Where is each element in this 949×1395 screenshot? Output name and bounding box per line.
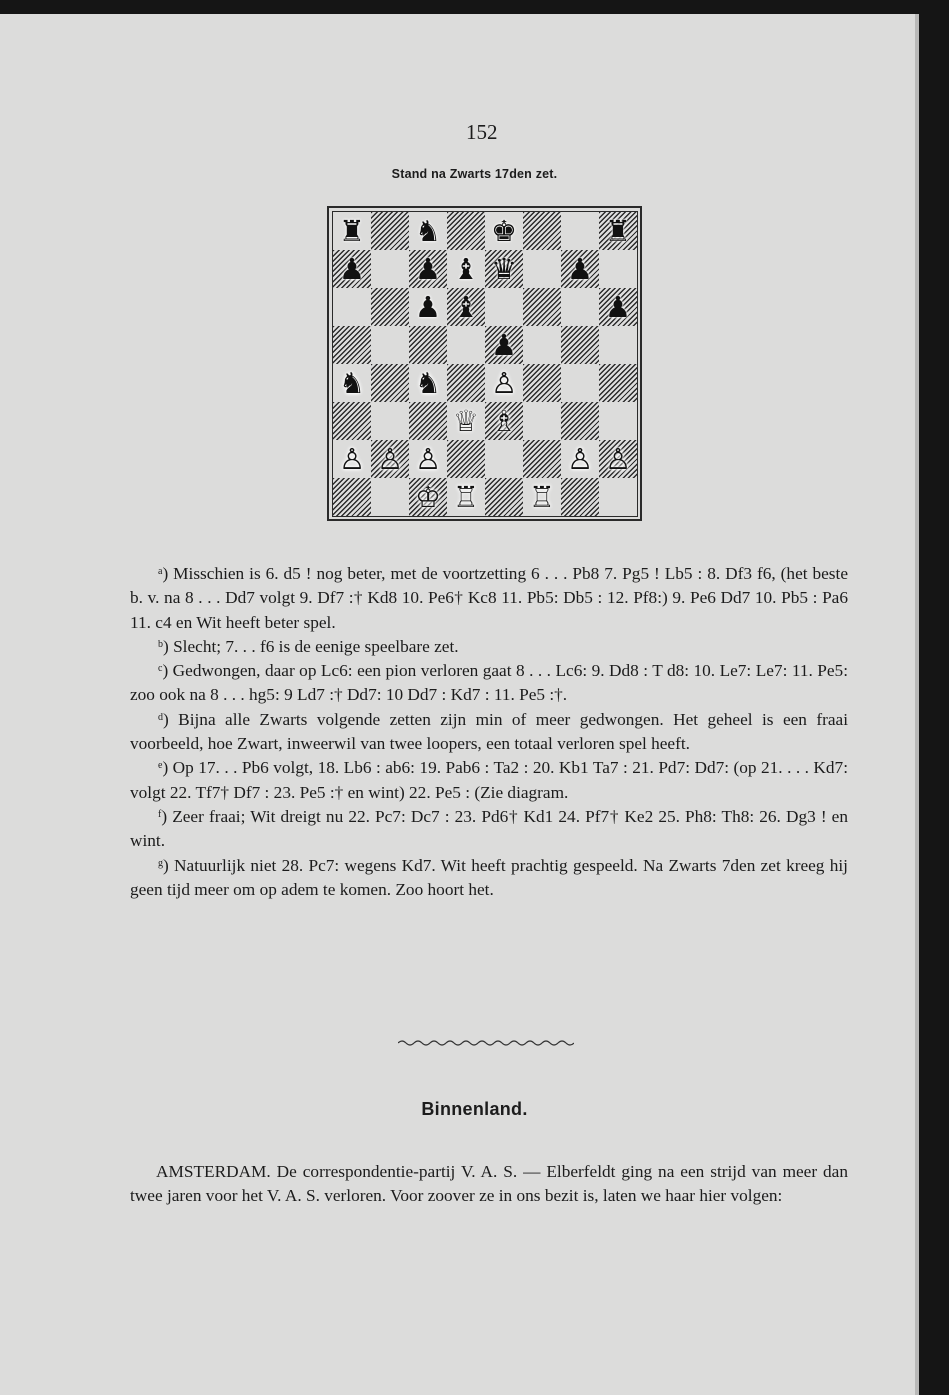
note-text: ) Bijna alle Zwarts volgende zetten zijn min of meer gedwongen. Het geheel is een fraai voorbeeld, hoe Zwart, inweerwil van twee loopers, een totaal verloren spel heeft.	[130, 709, 848, 754]
black-piece-e7: ♛	[491, 252, 517, 286]
note-text: ) Misschien is 6. d5 ! nog beter, met de voortzetting 6 . . . Pb8 7. Pg5 ! Lb5 : 8. Df3 f6, (het beste b. v. na 8 . . . Dd7 volgt 9. Df7 :† Kd8 10. Pe6† Kc8 11. Pb5: Db5 : 12. Pf8:) 9. Pe6 Dd7 10. Pb5 : Pa6 11. c4 en Wit heeft beter spel.	[130, 564, 848, 632]
white-piece-a4: ♞	[339, 366, 365, 400]
square-c1	[409, 478, 447, 516]
note-marker: a	[158, 566, 163, 577]
black-piece-h8: ♜	[605, 214, 631, 248]
square-c4	[409, 364, 447, 402]
white-piece-d3: ♕	[453, 404, 479, 438]
square-g1	[561, 478, 599, 516]
white-piece-c4: ♞	[415, 366, 441, 400]
square-b2	[371, 440, 409, 478]
square-g6	[561, 288, 599, 326]
black-piece-c7: ♟	[415, 252, 441, 286]
page-edge	[915, 14, 919, 1395]
square-b8	[371, 212, 409, 250]
square-d1	[447, 478, 485, 516]
square-f3	[523, 402, 561, 440]
body-paragraph: AMSTERDAM. De correspondentie-partij V. A. S. — Elberfeldt ging na een strijd van meer dan twee jaren voor het V. A. S. verloren. Voor zoover ze in ons bezit is, laten we haar hier volgen:	[130, 1162, 848, 1206]
square-a1	[333, 478, 371, 516]
square-e3	[485, 402, 523, 440]
square-h8	[599, 212, 637, 250]
square-a5	[333, 326, 371, 364]
square-h6	[599, 288, 637, 326]
white-piece-b2: ♙	[377, 442, 403, 476]
page-number: 152	[466, 120, 498, 144]
square-h7	[599, 250, 637, 288]
square-d2	[447, 440, 485, 478]
square-e6	[485, 288, 523, 326]
square-g4	[561, 364, 599, 402]
square-b7	[371, 250, 409, 288]
square-f6	[523, 288, 561, 326]
black-piece-c8: ♞	[415, 214, 441, 248]
white-piece-g2: ♙	[567, 442, 593, 476]
note-text: ) Natuurlijk niet 28. Pc7: wegens Kd7. Wit heeft prachtig gespeeld. Na Zwarts 7den zet kreeg hij geen tijd meer om op adem te komen. Zoo hoort het.	[130, 855, 848, 899]
scan-right-border	[919, 0, 949, 1395]
white-piece-h2: ♙	[605, 442, 631, 476]
white-piece-a2: ♙	[339, 442, 365, 476]
chess-diagram	[327, 206, 642, 521]
square-e8	[485, 212, 523, 250]
white-piece-e3: ♗	[491, 404, 517, 438]
square-f8	[523, 212, 561, 250]
square-c3	[409, 402, 447, 440]
black-piece-e8: ♚	[491, 214, 517, 248]
diagram-caption: Stand na Zwarts 17den zet.	[391, 167, 558, 181]
black-piece-d7: ♝	[453, 252, 479, 286]
note-text: ) Gedwongen, daar op Lc6: een pion verloren gaat 8 . . . Lc6: 9. Dd8 : T d8: 10. Le7: Le7: 11. Pe5: zoo ook na 8 . . . hg5: 9 Ld7 :† Dd7: 10 Dd7 : Kd7 : 11. Pe5 :†.	[130, 661, 848, 705]
square-d6	[447, 288, 485, 326]
square-c7	[409, 250, 447, 288]
note-marker: c	[158, 663, 163, 675]
square-f2	[523, 440, 561, 478]
note-b	[130, 635, 848, 659]
square-a7	[333, 250, 371, 288]
white-piece-c2: ♙	[415, 442, 441, 476]
square-h5	[599, 326, 637, 364]
note-marker: b	[158, 638, 163, 650]
note-marker: g	[158, 857, 163, 869]
note-text: ) Zeer fraai; Wit dreigt nu 22. Pc7: Dc7 : 23. Pd6† Kd1 24. Pf7† Ke2 25. Ph8: Th8: 26. Dg3 ! en wint.	[130, 806, 848, 851]
note-marker: d	[158, 711, 163, 723]
note-f	[130, 805, 848, 854]
note-marker: f	[158, 808, 162, 820]
square-a2	[333, 440, 371, 478]
square-b3	[371, 402, 409, 440]
square-d3	[447, 402, 485, 440]
square-e5	[485, 326, 523, 364]
note-c	[130, 659, 848, 708]
note-g	[130, 854, 848, 903]
black-piece-a8: ♜	[339, 214, 365, 248]
square-b5	[371, 326, 409, 364]
square-d4	[447, 364, 485, 402]
square-h4	[599, 364, 637, 402]
square-c2	[409, 440, 447, 478]
square-h3	[599, 402, 637, 440]
square-d5	[447, 326, 485, 364]
square-h2	[599, 440, 637, 478]
note-text: ) Op 17. . . Pb6 volgt, 18. Lb6 : ab6: 19. Pab6 : Ta2 : 20. Kb1 Ta7 : 21. Pd7: Dd7: (op 21. . . . Kd7: volgt 22. Tf7† Df7 : 23. Pe5 :† en wint) 22. Pe5 : (Zie diagram.	[130, 758, 848, 802]
square-g2	[561, 440, 599, 478]
note-a	[130, 562, 848, 635]
note-text: ) Slecht; 7. . . f6 is de eenige speelbare zet.	[163, 636, 459, 656]
white-piece-f1: ♖	[529, 480, 555, 514]
section-title: Binnenland.	[421, 1099, 528, 1119]
square-e7	[485, 250, 523, 288]
square-f1	[523, 478, 561, 516]
black-piece-c6: ♟	[415, 290, 441, 324]
wavy-divider	[398, 1037, 574, 1049]
black-piece-e5: ♟	[491, 328, 517, 362]
square-e4	[485, 364, 523, 402]
square-f5	[523, 326, 561, 364]
square-c8	[409, 212, 447, 250]
black-piece-h6: ♟	[605, 290, 631, 324]
square-a3	[333, 402, 371, 440]
white-piece-e4: ♙	[491, 366, 517, 400]
square-a6	[333, 288, 371, 326]
black-piece-d6: ♝	[453, 290, 479, 324]
chess-board	[332, 211, 638, 517]
note-d	[130, 708, 848, 757]
square-g3	[561, 402, 599, 440]
black-piece-a7: ♟	[339, 252, 365, 286]
square-c5	[409, 326, 447, 364]
square-b1	[371, 478, 409, 516]
white-piece-c1: ♔	[415, 480, 441, 514]
annotations	[130, 562, 848, 902]
note-marker: e	[158, 760, 163, 772]
square-h1	[599, 478, 637, 516]
square-e1	[485, 478, 523, 516]
square-d7	[447, 250, 485, 288]
square-e2	[485, 440, 523, 478]
square-b4	[371, 364, 409, 402]
note-e	[130, 756, 848, 805]
square-c6	[409, 288, 447, 326]
square-d8	[447, 212, 485, 250]
scan-top-border	[0, 0, 949, 14]
square-f7	[523, 250, 561, 288]
white-piece-d1: ♖	[453, 480, 479, 514]
black-piece-g7: ♟	[567, 252, 593, 286]
square-f4	[523, 364, 561, 402]
square-a4	[333, 364, 371, 402]
square-a8	[333, 212, 371, 250]
square-b6	[371, 288, 409, 326]
square-g5	[561, 326, 599, 364]
square-g7	[561, 250, 599, 288]
square-g8	[561, 212, 599, 250]
